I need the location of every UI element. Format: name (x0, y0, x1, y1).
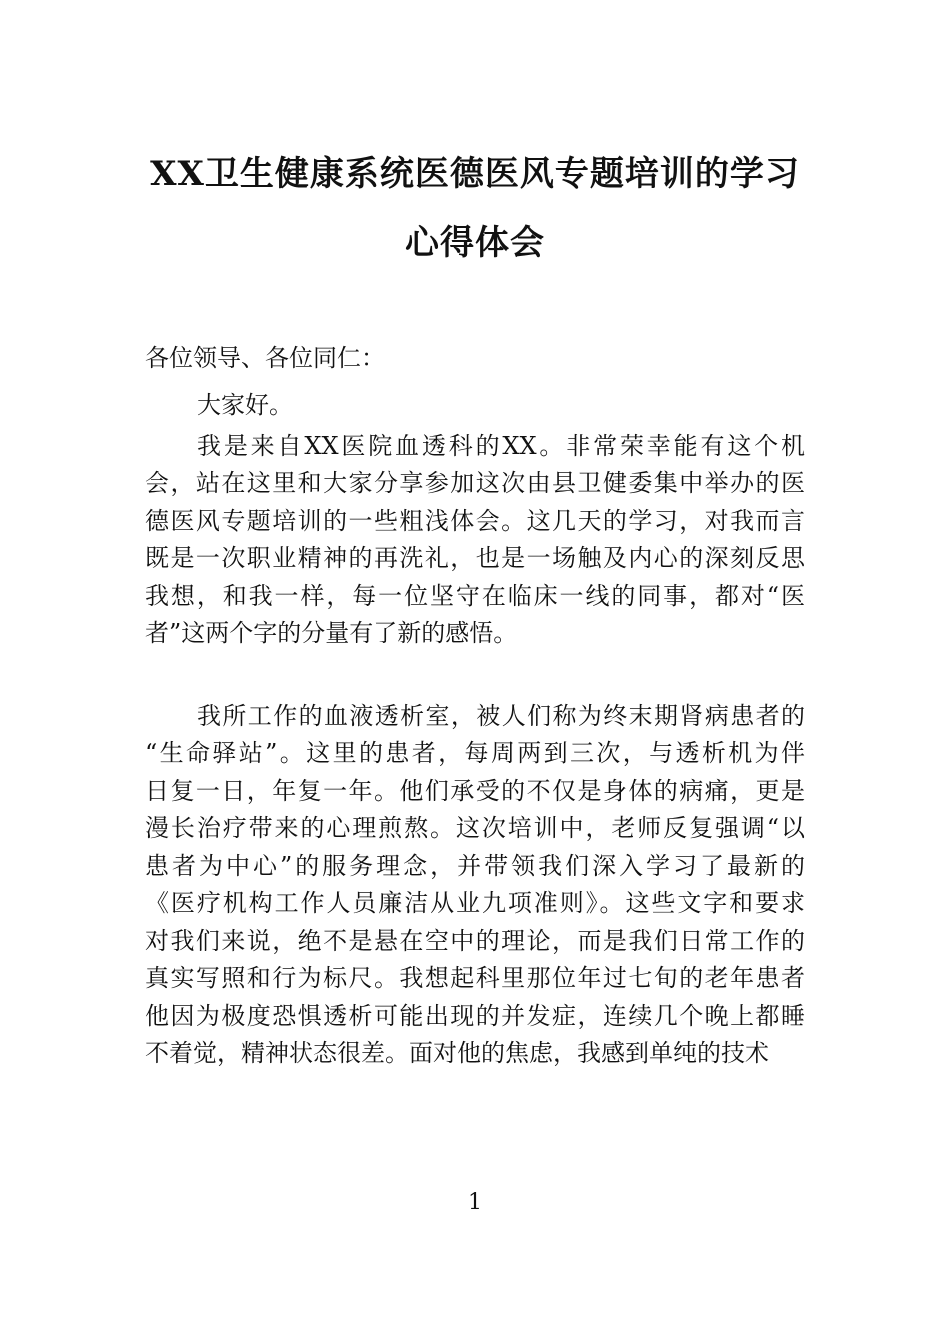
paragraph-1-line: 会，站在这里和大家分享参加这次由县卫健委集中举办的医 (145, 469, 805, 498)
paragraph-2-line: “生命驿站”。这里的患者，每周两到三次，与透析机为伴 (145, 739, 805, 768)
paragraph-1-line: 既是一次职业精神的再洗礼，也是一场触及内心的深刻反思 (145, 544, 805, 573)
paragraph-2-line: 真实写照和行为标尺。我想起科里那位年过七旬的老年患者 (145, 964, 805, 993)
document-title-line-2: 心得体会 (405, 223, 545, 263)
paragraph-2-line: 对我们来说，绝不是悬在空中的理论，而是我们日常工作的 (145, 926, 805, 955)
paragraph-1-line: 者”这两个字的分量有了新的感悟。 (145, 619, 518, 648)
paragraph-1-line: 我想，和我一样，每一位坚守在临床一线的同事，都对“医 (145, 581, 805, 610)
paragraph-1-line: 德医风专题培训的一些粗浅体会。这几天的学习，对我而言 (145, 506, 805, 535)
greeting: 大家好。 (197, 391, 293, 419)
document-title-line-1: XX卫生健康系统医德医风专题培训的学习 (150, 154, 800, 194)
paragraph-2-line: 我所工作的血液透析室，被人们称为终末期肾病患者的 (197, 702, 805, 730)
paragraph-1-line: 我是来自XX医院血透科的XX。非常荣幸能有这个机 (197, 432, 805, 460)
paragraph-2-line: 《医疗机构工作人员廉洁从业九项准则》。这些文字和要求 (145, 889, 805, 918)
paragraph-2-line: 不着觉，精神状态很差。面对他的焦虑，我感到单纯的技术 (145, 1039, 769, 1068)
paragraph-2-line: 他因为极度恐惧透析可能出现的并发症，连续几个晚上都睡 (145, 1001, 805, 1030)
paragraph-2-line: 漫长治疗带来的心理煎熬。这次培训中，老师反复强调“以 (145, 814, 805, 843)
paragraph-2-line: 患者为中心”的服务理念，并带领我们深入学习了最新的 (145, 851, 805, 880)
paragraph-2-line: 日复一日，年复一年。他们承受的不仅是身体的病痛，更是 (145, 776, 805, 805)
page-number: 1 (468, 1190, 482, 1215)
salutation: 各位领导、各位同仁： (145, 344, 385, 372)
